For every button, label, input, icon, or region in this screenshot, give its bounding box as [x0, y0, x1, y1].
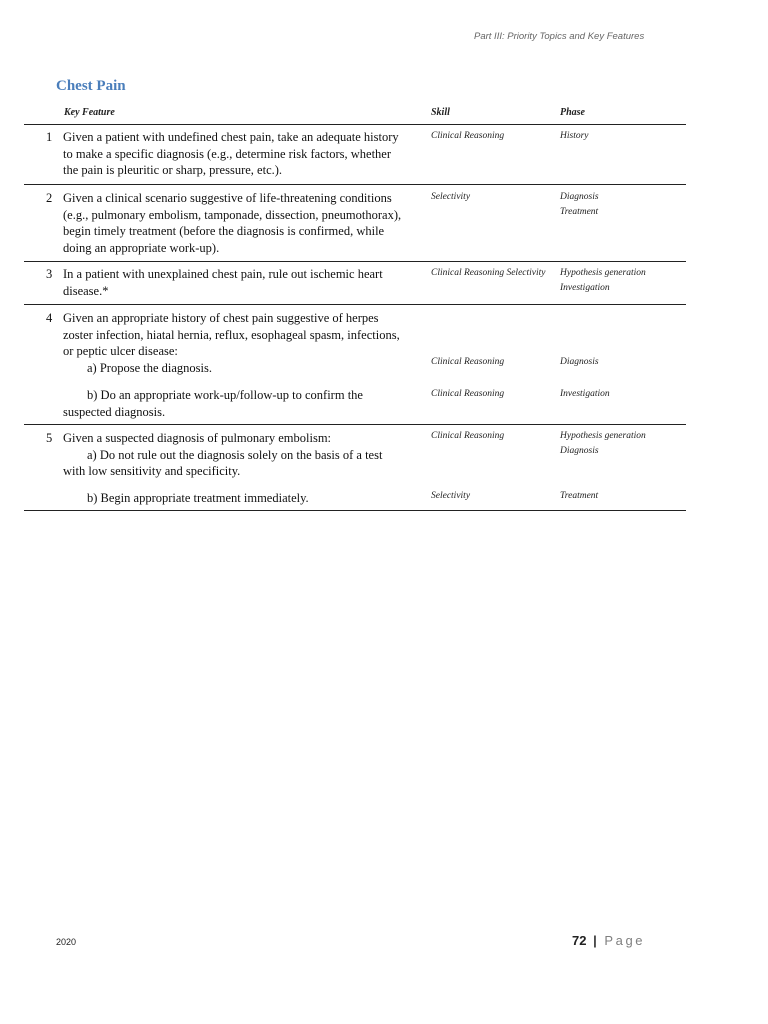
page-number-footer — [572, 933, 645, 948]
skill-cell: Clinical Reasoning Selectivity — [431, 268, 546, 278]
table-row — [24, 425, 686, 511]
key-feature-text: Given an appropriate history of chest pain suggestive of herpes zoster infection, hiatal hernia, reflux, esophageal spasm, infections, or peptic ulcer disease: a) Propose the diagnosis. b) Do an appropriate work-up/follow-up to confirm the suspected diagnosis. — [63, 310, 425, 420]
phase-cell: History — [560, 131, 589, 141]
table-row — [24, 185, 686, 262]
page-separator: | — [593, 933, 597, 948]
phase-cell: Hypothesis generation Diagnosis — [560, 431, 646, 456]
column-header-phase: Phase — [560, 107, 585, 118]
phase-cell: Diagnosis — [560, 357, 599, 367]
skill-cell: Selectivity — [431, 192, 471, 202]
skill-cell: Clinical Reasoning — [431, 389, 505, 399]
table-header — [24, 106, 686, 125]
sub-item-a: a) Propose the diagnosis. — [87, 360, 212, 375]
row-number: 1 — [46, 130, 53, 144]
page-label: Page — [604, 933, 646, 948]
row-number: 5 — [46, 431, 53, 445]
skill-cell: Clinical Reasoning — [431, 357, 505, 367]
skill-cell: Clinical Reasoning — [431, 431, 505, 441]
section-title: Chest Pain — [56, 78, 126, 94]
sub-item-b: b) Begin appropriate treatment immediately. — [87, 490, 309, 505]
phase-cell: Investigation — [560, 389, 610, 399]
sub-item-b: b) Do an appropriate work-up/follow-up to confirm the — [87, 388, 363, 402]
key-feature-text: In a patient with unexplained chest pain, rule out ischemic heart disease.* — [63, 267, 383, 298]
key-features-table — [24, 106, 686, 511]
skill-cell: Selectivity — [431, 491, 471, 501]
row-number: 3 — [46, 267, 53, 281]
running-header: Part III: Priority Topics and Key Features — [474, 31, 645, 42]
skill-cell: Clinical Reasoning — [431, 131, 505, 141]
column-header-skill: Skill — [431, 107, 450, 118]
phase-cell: Hypothesis generation Investigation — [560, 268, 646, 293]
key-feature-text: Given a patient with undefined chest pain, take an adequate history to make a specific diagnosis (e.g., determine risk factors, whether the pain is pleuritic or sharp, pressure, etc.). — [63, 130, 399, 177]
table-row — [24, 305, 686, 425]
column-header-key-feature: Key Feature — [64, 107, 115, 118]
table-row — [24, 125, 686, 185]
phase-cell: Diagnosis Treatment — [560, 192, 599, 217]
footer-year: 2020 — [56, 937, 77, 947]
phase-cell: Treatment — [560, 491, 599, 501]
key-feature-text: Given a suspected diagnosis of pulmonary embolism: a) Do not rule out the diagnosis solely on the basis of a test with low sensitivity and specificity. b) Begin appropriate treatment immediately. — [63, 430, 425, 506]
key-feature-text: Given a clinical scenario suggestive of life-threatening conditions (e.g., pulmonary embolism, tamponade, dissection, pneumothorax), begin timely treatment (before the diagnosis is confirmed, while doing an appropriate work-up). — [63, 191, 402, 255]
page-number: 72 — [572, 933, 587, 948]
table-row — [24, 262, 686, 305]
sub-item-a: a) Do not rule out the diagnosis solely on the basis of a test — [87, 447, 383, 462]
row-number: 2 — [46, 191, 53, 205]
row-number: 4 — [46, 311, 53, 325]
